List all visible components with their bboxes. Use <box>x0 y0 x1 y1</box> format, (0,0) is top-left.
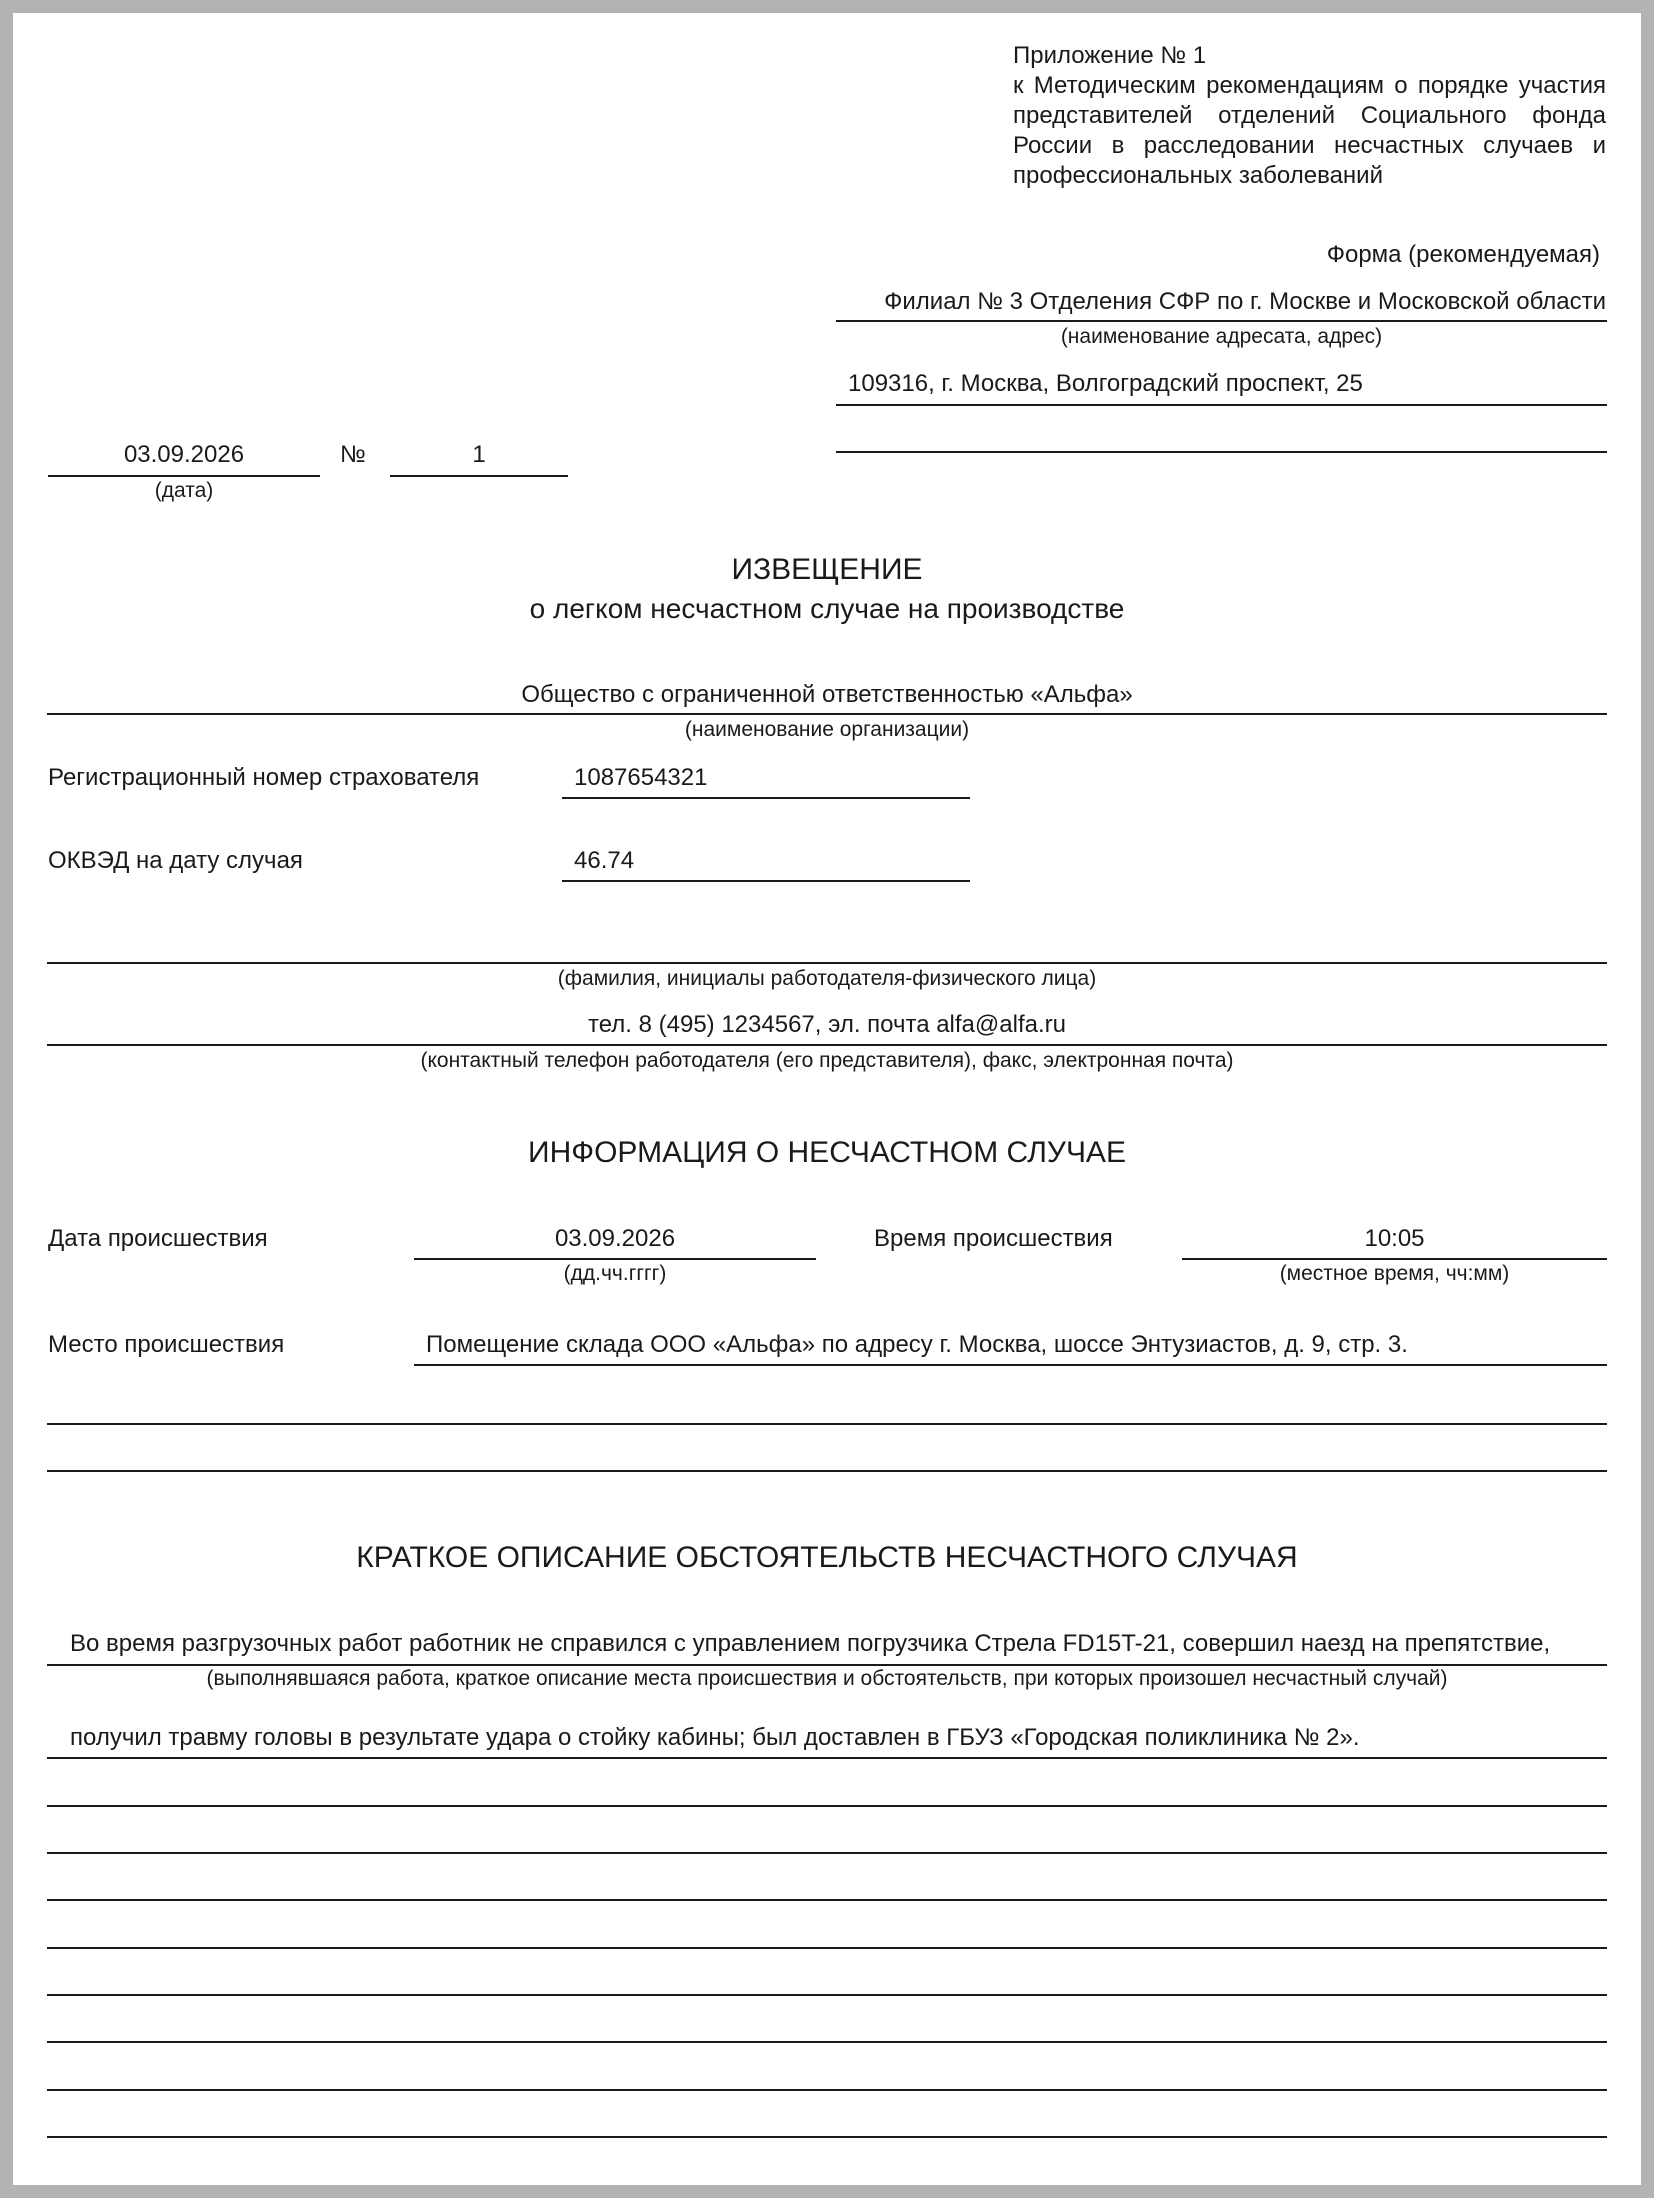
appendix-line-3: представителей отделений Социального фонда <box>1013 102 1606 129</box>
addressee-address: 109316, г. Москва, Волгоградский проспект, 25 <box>848 370 1363 397</box>
addressee-caption: (наименование адресата, адрес) <box>1060 325 1383 348</box>
doc-date-line <box>48 475 320 477</box>
addressee-address-line <box>836 404 1607 406</box>
document-title: ИЗВЕЩЕНИЕ <box>731 553 923 586</box>
organization-caption: (наименование организации) <box>684 718 970 741</box>
contacts-line <box>47 1044 1607 1046</box>
incident-date-label: Дата происшествия <box>48 1225 268 1252</box>
appendix-line-2: к Методическим рекомендациям о порядке участия <box>1013 72 1606 99</box>
form-type: Форма (рекомендуемая) <box>1326 241 1600 268</box>
employer-line <box>47 962 1607 964</box>
doc-number-line <box>390 475 568 477</box>
incident-place-line <box>414 1364 1607 1366</box>
incident-time-label: Время происшествия <box>874 1225 1113 1252</box>
incident-date-caption: (дд.чч.гггг) <box>563 1262 667 1285</box>
incident-place-value: Помещение склада ООО «Альфа» по адресу г. Москва, шоссе Энтузиастов, д. 9, стр. 3. <box>426 1331 1408 1358</box>
doc-number: 1 <box>472 441 486 468</box>
appendix-line-4: России в расследовании несчастных случаев и <box>1013 132 1606 159</box>
incident-time-line <box>1182 1258 1607 1260</box>
description-rule-3 <box>47 1805 1607 1807</box>
incident-time-value: 10:05 <box>1364 1225 1425 1252</box>
description-rule-4 <box>47 1852 1607 1854</box>
description-rule-10 <box>47 2136 1607 2138</box>
doc-date-caption: (дата) <box>154 479 214 502</box>
doc-date: 03.09.2026 <box>123 441 245 468</box>
description-rule-8 <box>47 2041 1607 2043</box>
incident-time-caption: (местное время, чч:мм) <box>1279 1262 1510 1285</box>
addressee-extra-line <box>836 451 1607 453</box>
appendix-line-1: Приложение № 1 <box>1013 42 1207 69</box>
incident-date-line <box>414 1258 816 1260</box>
reg-number-label: Регистрационный номер страхователя <box>48 764 480 791</box>
addressee-name-line <box>836 320 1607 322</box>
organization-name: Общество с ограниченной ответственностью «Альфа» <box>521 681 1133 708</box>
okved-value: 46.74 <box>574 847 635 874</box>
contacts-value: тел. 8 (495) 1234567, эл. почта alfa@alfa.ru <box>588 1011 1066 1038</box>
incident-place-line-3 <box>47 1470 1607 1472</box>
organization-name-line <box>47 713 1607 715</box>
contacts-caption: (контактный телефон работодателя (его представителя), факс, электронная почта) <box>420 1049 1234 1072</box>
incident-place-line-2 <box>47 1423 1607 1425</box>
description-line-2: получил травму головы в результате удара о стойку кабины; был доставлен в ГБУЗ «Городская поликлиника № 2». <box>70 1724 1360 1751</box>
description-line-1: Во время разгрузочных работ работник не справился с управлением погрузчика Стрела FD15T-21, совершил наезд на препятствие, <box>70 1630 1551 1657</box>
doc-number-label: № <box>340 441 366 468</box>
description-rule-7 <box>47 1994 1607 1996</box>
description-rule-5 <box>47 1899 1607 1901</box>
appendix-line-5: профессиональных заболеваний <box>1013 162 1383 189</box>
description-rule-9 <box>47 2089 1607 2091</box>
okved-label: ОКВЭД на дату случая <box>48 847 303 874</box>
description-caption: (выполнявшаяся работа, краткое описание места происшествия и обстоятельств, при которых произошел несчастный случай) <box>206 1667 1448 1690</box>
reg-number-value: 1087654321 <box>574 764 708 791</box>
okved-line <box>562 880 970 882</box>
addressee-name: Филиал № 3 Отделения СФР по г. Москве и Московской области <box>884 288 1606 315</box>
description-heading: КРАТКОЕ ОПИСАНИЕ ОБСТОЯТЕЛЬСТВ НЕСЧАСТНОГО СЛУЧАЯ <box>356 1541 1298 1574</box>
incident-place-label: Место происшествия <box>48 1331 285 1358</box>
incident-heading: ИНФОРМАЦИЯ О НЕСЧАСТНОМ СЛУЧАЕ <box>528 1136 1126 1169</box>
description-rule-6 <box>47 1947 1607 1949</box>
document-subtitle: о легком несчастном случае на производстве <box>529 593 1125 624</box>
incident-date-value: 03.09.2026 <box>554 1225 676 1252</box>
reg-number-line <box>562 797 970 799</box>
appendix-block <box>1013 41 1606 191</box>
employer-caption: (фамилия, инициалы работодателя-физического лица) <box>557 967 1097 990</box>
description-rule-2 <box>47 1757 1607 1759</box>
